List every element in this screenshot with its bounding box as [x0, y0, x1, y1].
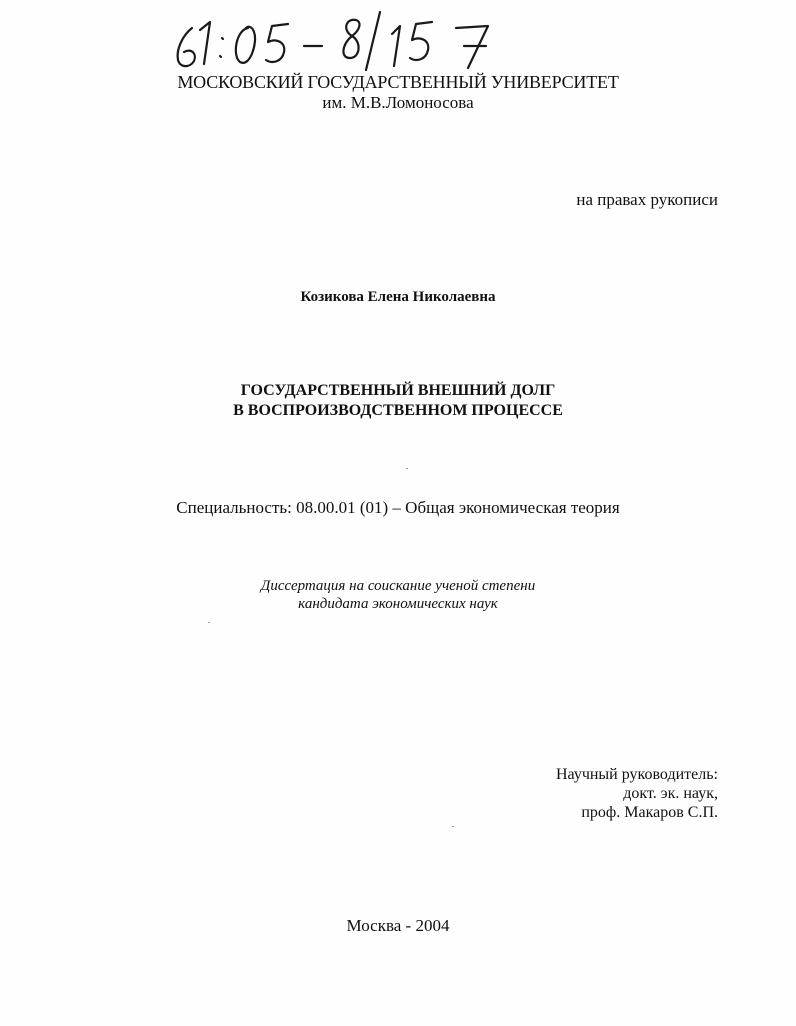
handwritten-catalog-code [170, 6, 520, 78]
handwritten-code-drawing [170, 6, 520, 78]
university-name: МОСКОВСКИЙ ГОСУДАРСТВЕННЫЙ УНИВЕРСИТЕТ [177, 72, 619, 92]
advisor-label: Научный руководитель: [555, 766, 718, 783]
scan-speck [452, 826, 454, 827]
city-and-year: Москва - 2004 [346, 916, 450, 935]
thesis-title-line-1: ГОСУДАРСТВЕННЫЙ ВНЕШНИЙ ДОЛГ [240, 382, 556, 399]
advisor-name: проф. Макаров С.П. [581, 804, 718, 821]
scan-speck [406, 468, 408, 469]
university-named-after: им. М.В.Ломоносова [322, 93, 474, 112]
specialty-line: Специальность: 08.00.01 (01) – Общая экономическая теория [176, 498, 620, 517]
author-name: Козикова Елена Николаевна [300, 289, 496, 305]
advisor-degree: докт. эк. наук, [623, 785, 718, 802]
dissertation-line-1: Диссертация на соискание ученой степени [260, 578, 536, 594]
scientific-advisor-block [556, 765, 718, 822]
thesis-title-line-2: В ВОСПРОИЗВОДСТВЕННОМ ПРОЦЕССЕ [233, 402, 563, 419]
dissertation-line-2: кандидата экономических наук [298, 596, 498, 612]
manuscript-rights-note: на правах рукописи [576, 190, 718, 209]
scan-speck [208, 622, 210, 623]
